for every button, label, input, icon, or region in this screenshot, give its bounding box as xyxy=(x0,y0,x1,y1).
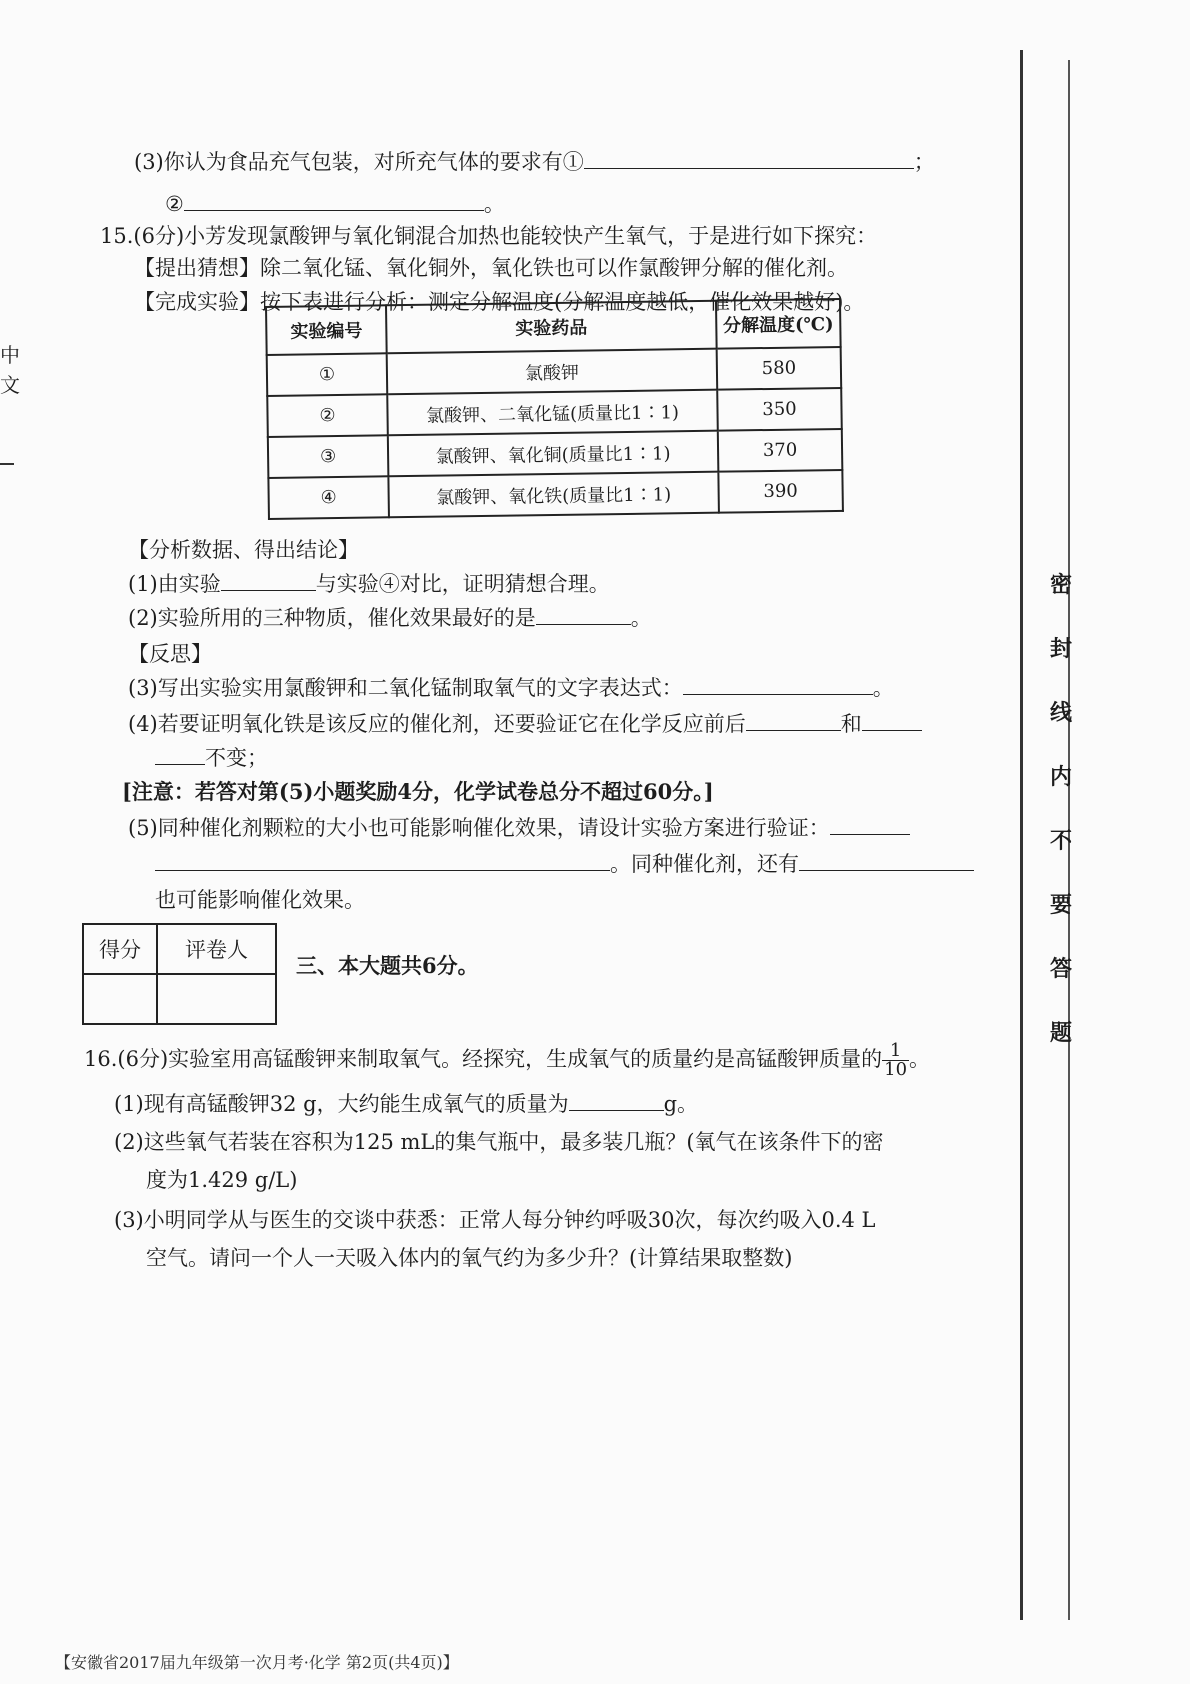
q15-answer5-cont: 。同种催化剂，还有 xyxy=(155,850,974,878)
q16-part3-line1: (3)小明同学从与医生的交谈中获悉：正常人每分钟约呼吸30次，每次约吸入0.4 L xyxy=(114,1208,876,1232)
answer-blank[interactable] xyxy=(155,850,610,871)
grader-cell[interactable] xyxy=(157,974,276,1024)
q16-part3-line2: 空气。请问一个人一天吸入体内的氧气约为多少升？(计算结果取整数) xyxy=(146,1246,793,1270)
fraction: $\frac{1}{10}$ xyxy=(884,1040,908,1080)
table-cell: 350 xyxy=(717,388,842,431)
q16-part1: (1)现有高锰酸钾32 g，大约能生成氧气的质量为 g。 xyxy=(114,1092,699,1116)
left-margin-char: 中 xyxy=(0,343,20,367)
score-label: 得分 xyxy=(83,924,157,974)
table-header: 实验药品 xyxy=(386,301,717,354)
answer-blank[interactable] xyxy=(155,744,205,765)
q15-answer3: (3)写出实验实用氯酸钾和二氧化锰制取氧气的文字表达式： 。 xyxy=(128,676,894,700)
answer-blank[interactable] xyxy=(799,850,974,871)
q15-answer4: (4)若要证明氧化铁是该反应的催化剂，还要验证它在化学反应前后 和 xyxy=(128,710,922,738)
answer-blank[interactable] xyxy=(536,604,631,625)
table-cell: 390 xyxy=(718,470,843,513)
answer-blank[interactable] xyxy=(584,148,914,169)
answer-blank[interactable] xyxy=(221,570,316,591)
q15-experiment: 【完成实验】按下表进行分析：测定分解温度(分解温度越低，催化效果越好)。 xyxy=(134,290,865,314)
table-header-row xyxy=(266,299,841,355)
score-cell[interactable] xyxy=(83,974,157,1024)
table-cell: 370 xyxy=(718,429,843,472)
seal-line-notice xyxy=(1046,570,1076,1082)
answer-blank[interactable] xyxy=(184,190,484,211)
seal-char: 线 xyxy=(1049,700,1072,726)
answer-blank[interactable] xyxy=(830,814,910,835)
q16-part2-line1: (2)这些氧气若装在容积为125 mL的集气瓶中，最多装几瓶？(氧气在该条件下的密 xyxy=(114,1130,884,1154)
q15-answer2: (2)实验所用的三种物质，催化效果最好的是 。 xyxy=(128,606,652,630)
table-cell: ② xyxy=(267,394,388,437)
q14-part3-line2: ② 。 xyxy=(165,192,505,216)
experiment-table xyxy=(265,298,844,520)
table-cell: ④ xyxy=(268,476,389,519)
bonus-note: [注意：若答对第(5)小题奖励4分，化学试卷总分不超过60分。] xyxy=(122,779,714,804)
seal-char: 不 xyxy=(1049,828,1072,854)
q14-part3-line1: (3)你认为食品充气包装，对所充气体的要求有① ； xyxy=(134,150,935,174)
seal-char: 要 xyxy=(1049,892,1072,918)
seal-border-line xyxy=(1020,50,1023,1620)
q15-hypothesis: 【提出猜想】除二氧化锰、氧化铜外，氧化铁也可以作氯酸钾分解的催化剂。 xyxy=(134,256,848,280)
table-cell: ③ xyxy=(268,435,389,478)
q15-answer1: (1)由实验 与实验④对比，证明猜想合理。 xyxy=(128,572,610,596)
seal-char: 题 xyxy=(1049,1020,1072,1046)
page-footer: 【安徽省2017届九年级第一次月考·化学 第2页(共4页)】 xyxy=(55,1653,459,1672)
answer-blank[interactable] xyxy=(569,1090,664,1111)
table-cell: 氯酸钾、二氧化锰(质量比1∶1) xyxy=(387,390,718,436)
q15-answer4-cont: 不变； xyxy=(155,744,268,772)
q15-answer5-end: 也可能影响催化效果。 xyxy=(155,888,365,912)
table-cell: 氯酸钾 xyxy=(387,349,718,395)
table-cell: 氯酸钾、氧化铁(质量比1∶1) xyxy=(388,472,719,518)
section-title: 三、本大题共6分。 xyxy=(296,953,479,978)
table-cell: 氯酸钾、氧化铜(质量比1∶1) xyxy=(388,431,719,477)
score-box xyxy=(82,923,277,1025)
seal-char: 内 xyxy=(1049,764,1072,790)
left-margin-text xyxy=(0,340,20,400)
answer-blank[interactable] xyxy=(683,674,873,695)
q15-stem: 15.(6分)小芳发现氯酸钾与氧化铜混合加热也能较快产生氧气，于是进行如下探究： xyxy=(100,224,878,248)
q15-answer5: (5)同种催化剂颗粒的大小也可能影响催化效果，请设计实验方案进行验证： xyxy=(128,814,910,842)
left-margin-char: 文 xyxy=(0,373,20,397)
table-header: 实验编号 xyxy=(266,305,387,355)
reflect-heading: 【反思】 xyxy=(128,642,212,666)
grader-label: 评卷人 xyxy=(157,924,276,974)
answer-blank[interactable] xyxy=(862,710,922,731)
seal-char: 答 xyxy=(1049,956,1072,982)
q16-stem: 16.(6分)实验室用高锰酸钾来制取氧气。经探究，生成氧气的质量约是高锰酸钾质量的 $\frac{1}{10}$ 。 xyxy=(84,1040,931,1080)
analysis-heading: 【分析数据、得出结论】 xyxy=(128,538,359,562)
seal-char: 密 xyxy=(1049,572,1072,598)
left-margin-rule xyxy=(0,463,14,465)
answer-blank[interactable] xyxy=(746,710,841,731)
table-header: 分解温度(℃) xyxy=(716,299,841,349)
q16-part2-line2: 度为1.429 g/L) xyxy=(146,1168,298,1192)
seal-char: 封 xyxy=(1049,636,1072,662)
table-cell: 580 xyxy=(717,347,842,390)
table-row xyxy=(268,470,843,519)
table-cell: ① xyxy=(267,353,388,396)
